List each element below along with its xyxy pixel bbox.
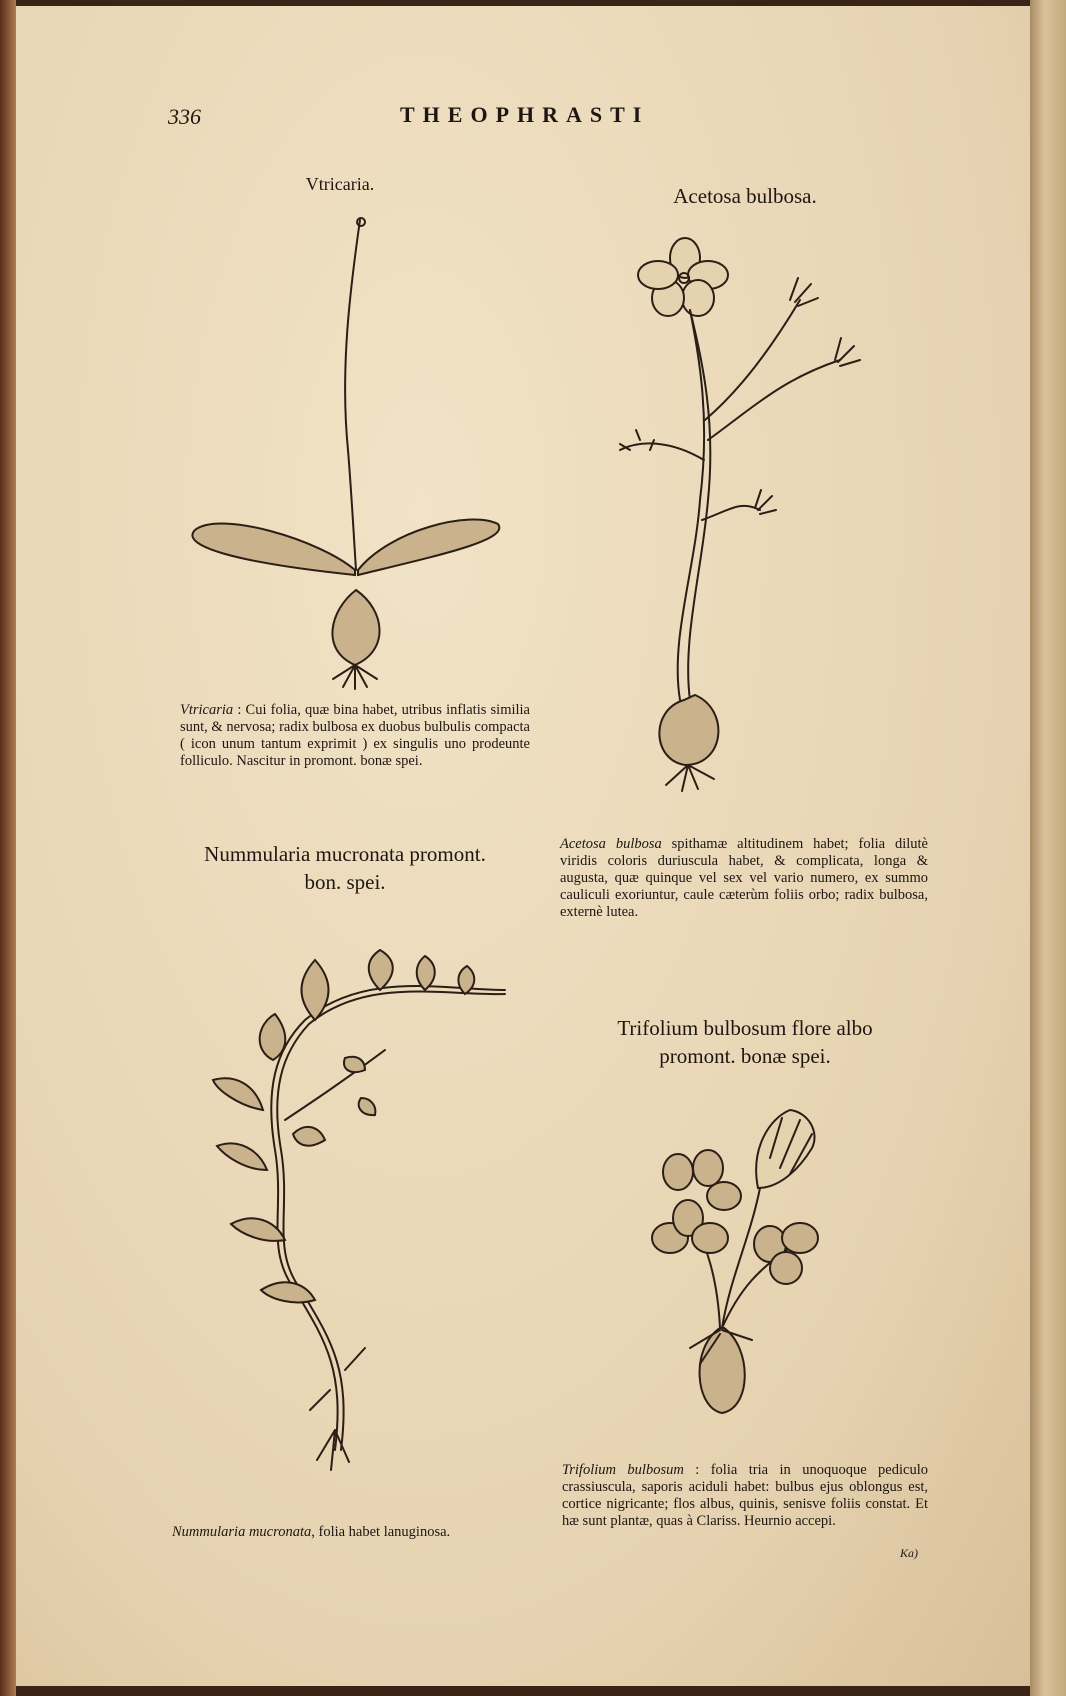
book-gutter <box>1030 0 1066 1696</box>
utricaria-desc-lead: Vtricaria <box>180 702 234 718</box>
trifolium-desc-body: : folia tria in unoquoque pediculo crassiuscula, saporis aciduli habet: bulbus ejus oblongus est, cortice nigricante; flos albus, quinis, senisve foliis constat. Et hæ sunt plantæ, quas à Clariss. Heurnio accepi. <box>562 1462 928 1529</box>
acetosa-description <box>560 836 928 921</box>
trifolium-title-line1: Trifolium bulbosum flore albo <box>617 1016 873 1040</box>
trifolium-illustration <box>640 1108 840 1418</box>
trifolium-leaf-right <box>754 1223 818 1284</box>
nummularia-illustration <box>205 950 515 1490</box>
acetosa-illustration <box>630 240 890 810</box>
acetosa-desc-lead: Acetosa bulbosa <box>560 836 662 852</box>
nummularia-title-line1: Nummularia mucronata promont. <box>204 842 486 866</box>
trifolium-description <box>562 1462 928 1530</box>
page-number: 336 <box>168 104 201 129</box>
utricaria-title: Vtricaria. <box>305 174 375 194</box>
utricaria-desc-body: : Cui folia, quæ bina habet, utribus inflatis similia sunt, & nervosa; radix bulbosa ex duobus bulbulis compacta ( icon unum tantum exprimit ) ex singulis uno prodeunte folliculo. Nascitur in promont. bonæ spei. <box>180 702 530 769</box>
nummularia-desc-lead: Nummularia mucronata <box>172 1524 312 1540</box>
trifolium-leaf-top <box>663 1150 741 1210</box>
running-head: THEOPHRASTI <box>400 102 650 127</box>
utricaria-description <box>180 702 530 770</box>
trifolium-title-line2: promont. bonæ spei. <box>659 1044 831 1068</box>
nummularia-desc-body: , folia habet lanuginosa. <box>311 1524 451 1540</box>
utricaria-illustration <box>180 210 510 690</box>
nummularia-title-line2: bon. spei. <box>304 870 386 894</box>
book-edge-left <box>0 0 16 1696</box>
nummularia-description <box>172 1524 502 1541</box>
acetosa-flower <box>638 238 728 316</box>
trifolium-desc-lead: Trifolium bulbosum <box>562 1462 684 1478</box>
acetosa-title: Acetosa bulbosa. <box>673 184 817 208</box>
signature-mark: Ka) <box>900 1546 918 1560</box>
acetosa-desc-body: spithamæ altitudinem habet; folia dilutè viridis coloris duriuscula habet, & complicata, longa & augusta, quæ quinque vel sex vel vario numero, ex summo cauliculi exoriuntur, caule cæterùm foliis orbo; radix bulbosa, externè lutea. <box>560 836 928 920</box>
